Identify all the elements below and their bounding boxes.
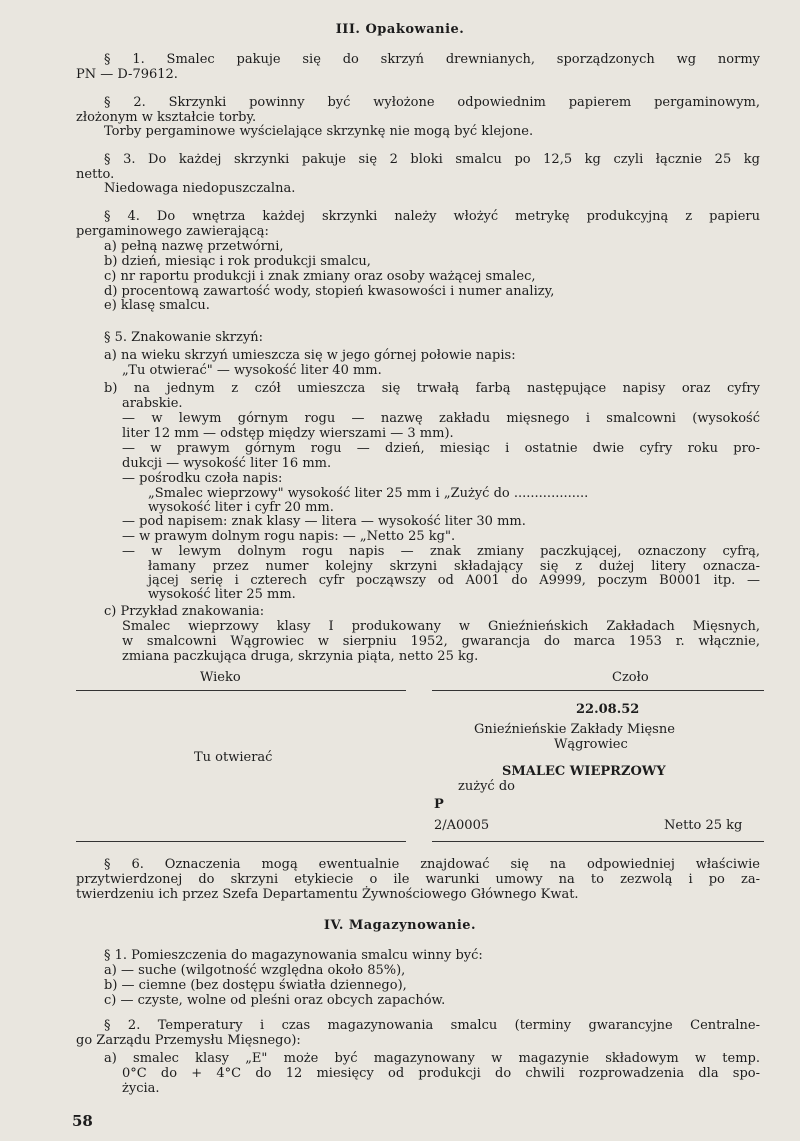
para5-b2: arabskie. bbox=[122, 396, 183, 411]
para3-line3: Niedowaga niedopuszczalna. bbox=[104, 181, 296, 196]
para5-b3: — w lewym górnym rogu — nazwę zakładu mięsnego i smalcowni (wysokość bbox=[122, 411, 760, 426]
para5-b11: — w prawym dolnym rogu napis: — „Netto 25 kg". bbox=[122, 529, 456, 544]
lid-bottom-rule bbox=[76, 841, 406, 842]
para5-a1: a) na wieku skrzyń umieszcza się w jego górnej połowie napis: bbox=[104, 348, 516, 363]
section-title-packaging: III. Opakowanie. bbox=[335, 22, 465, 37]
para5-b5: — w prawym górnym rogu — dzień, miesiąc i ostatnie dwie cyfry roku pro- bbox=[122, 441, 760, 456]
para4-item-e: e) klasę smalcu. bbox=[104, 298, 210, 313]
para5-b7: — pośrodku czoła napis: bbox=[122, 471, 283, 486]
para1-line1: § 1. Smalec pakuje się do skrzyń drewnianych, sporządzonych wg normy bbox=[104, 52, 760, 67]
para5-c3: w smalcowni Wągrowiec w sierpniu 1952, gwarancja do marca 1953 r. włącznie, bbox=[122, 634, 760, 649]
para3-line1: § 3. Do każdej skrzynki pakuje się 2 bloki smalcu po 12,5 kg czyli łącznie 25 kg bbox=[104, 152, 760, 167]
para5-b6: dukcji — wysokość liter 16 mm. bbox=[122, 456, 332, 471]
para5-c2: Smalec wieprzowy klasy I produkowany w Gnieźnieńskich Zakładach Mięsnych, bbox=[122, 619, 760, 634]
front-date: 22.08.52 bbox=[576, 702, 640, 717]
para5-b15: wysokość liter 25 mm. bbox=[148, 587, 296, 602]
front-use-by: zużyć do bbox=[458, 779, 515, 794]
storage-p2-line3: a) smalec klasy „E" może być magazynowany w magazynie składowym w temp. bbox=[104, 1051, 760, 1066]
para5-b12: — w lewym dolnym rogu napis — znak zmiany paczkującej, oznaczony cyfrą, bbox=[122, 544, 760, 559]
para6-line3: twierdzeniu ich przez Szefa Departamentu Żywnościowego Głównego Kwat. bbox=[76, 887, 579, 902]
front-netto: Netto 25 kg bbox=[664, 818, 743, 833]
para1-line2: PN — D-79612. bbox=[76, 67, 178, 82]
storage-p2-line4: 0°C do + 4°C do 12 miesięcy od produkcji do chwili rozprowadzenia dla spo- bbox=[122, 1066, 760, 1081]
storage-p2-line5: życia. bbox=[122, 1081, 160, 1096]
lid-label: Wieko bbox=[200, 670, 241, 685]
para5-b13: łamany przez numer kolejny skrzyni składający się z dużej litery oznacza- bbox=[148, 559, 760, 574]
para4-item-b: b) dzień, miesiąc i rok produkcji smalcu, bbox=[104, 254, 371, 269]
para5-heading: § 5. Znakowanie skrzyń: bbox=[104, 330, 263, 345]
front-class: P bbox=[434, 797, 444, 812]
front-top-rule bbox=[432, 690, 764, 691]
para2-line2: złożonym w kształcie torby. bbox=[76, 110, 257, 125]
storage-p2-line2: go Zarządu Przemysłu Mięsnego): bbox=[76, 1033, 301, 1048]
para4-item-d: d) procentową zawartość wody, stopień kwasowości i numer analizy, bbox=[104, 284, 555, 299]
front-batch: 2/A0005 bbox=[434, 818, 490, 833]
para4-item-c: c) nr raportu produkcji i znak zmiany oraz osoby ważącej smalec, bbox=[104, 269, 536, 284]
page-number: 58 bbox=[72, 1112, 93, 1130]
section-title-storage: IV. Magazynowanie. bbox=[323, 918, 477, 933]
para5-b10: — pod napisem: znak klasy — litera — wysokość liter 30 mm. bbox=[122, 514, 526, 529]
para5-c1: c) Przykład znakowania: bbox=[104, 604, 265, 619]
para6-line2: przytwierdzonej do skrzyni etykiecie o ile warunki umowy na to zezwolą i po za- bbox=[76, 872, 760, 887]
storage-p1-line1: § 1. Pomieszczenia do magazynowania smalcu winny być: bbox=[104, 948, 483, 963]
para4-item-a: a) pełną nazwę przetwórni, bbox=[104, 239, 284, 254]
para5-b8: „Smalec wieprzowy" wysokość liter 25 mm i „Zużyć do .................. bbox=[148, 486, 589, 501]
para4-line2: pergaminowego zawierającą: bbox=[76, 224, 269, 239]
para5-c4: zmiana paczkująca druga, skrzynia piąta, netto 25 kg. bbox=[122, 649, 479, 664]
para5-a2: „Tu otwierać" — wysokość liter 40 mm. bbox=[122, 363, 382, 378]
para4-line1: § 4. Do wnętrza każdej skrzynki należy włożyć metrykę produkcyjną z papieru bbox=[104, 209, 760, 224]
para5-b1: b) na jednym z czół umieszcza się trwałą farbą następujące napisy oraz cyfry bbox=[104, 381, 760, 396]
para5-b9: wysokość liter i cyfr 20 mm. bbox=[148, 500, 334, 515]
para5-b4: liter 12 mm — odstęp między wierszami — 3 mm). bbox=[122, 426, 454, 441]
storage-p1-line2: a) — suche (wilgotność względna około 85%), bbox=[104, 963, 406, 978]
lid-text: Tu otwierać bbox=[194, 750, 273, 765]
front-label: Czoło bbox=[612, 670, 649, 685]
front-bottom-rule bbox=[432, 841, 764, 842]
para6-line1: § 6. Oznaczenia mogą ewentualnie znajdować się na odpowiedniej właściwie bbox=[104, 857, 760, 872]
front-plant: Gnieźnieńskie Zakłady Mięsne bbox=[474, 722, 675, 737]
para2-line3: Torby pergaminowe wyścielające skrzynkę nie mogą być klejone. bbox=[104, 124, 534, 139]
front-product: SMALEC WIEPRZOWY bbox=[502, 764, 666, 779]
para5-b14: jącej serię i czterech cyfr począwszy od A001 do A9999, poczym B0001 itp. — bbox=[148, 573, 760, 588]
front-town: Wągrowiec bbox=[554, 737, 628, 752]
storage-p1-line4: c) — czyste, wolne od pleśni oraz obcych zapachów. bbox=[104, 993, 446, 1008]
para3-line2: netto. bbox=[76, 167, 115, 182]
para2-line1: § 2. Skrzynki powinny być wyłożone odpowiednim papierem pergaminowym, bbox=[104, 95, 760, 110]
storage-p2-line1: § 2. Temperatury i czas magazynowania smalcu (terminy gwarancyjne Centralne- bbox=[104, 1018, 760, 1033]
storage-p1-line3: b) — ciemne (bez dostępu światła dziennego), bbox=[104, 978, 407, 993]
lid-top-rule bbox=[76, 690, 406, 691]
